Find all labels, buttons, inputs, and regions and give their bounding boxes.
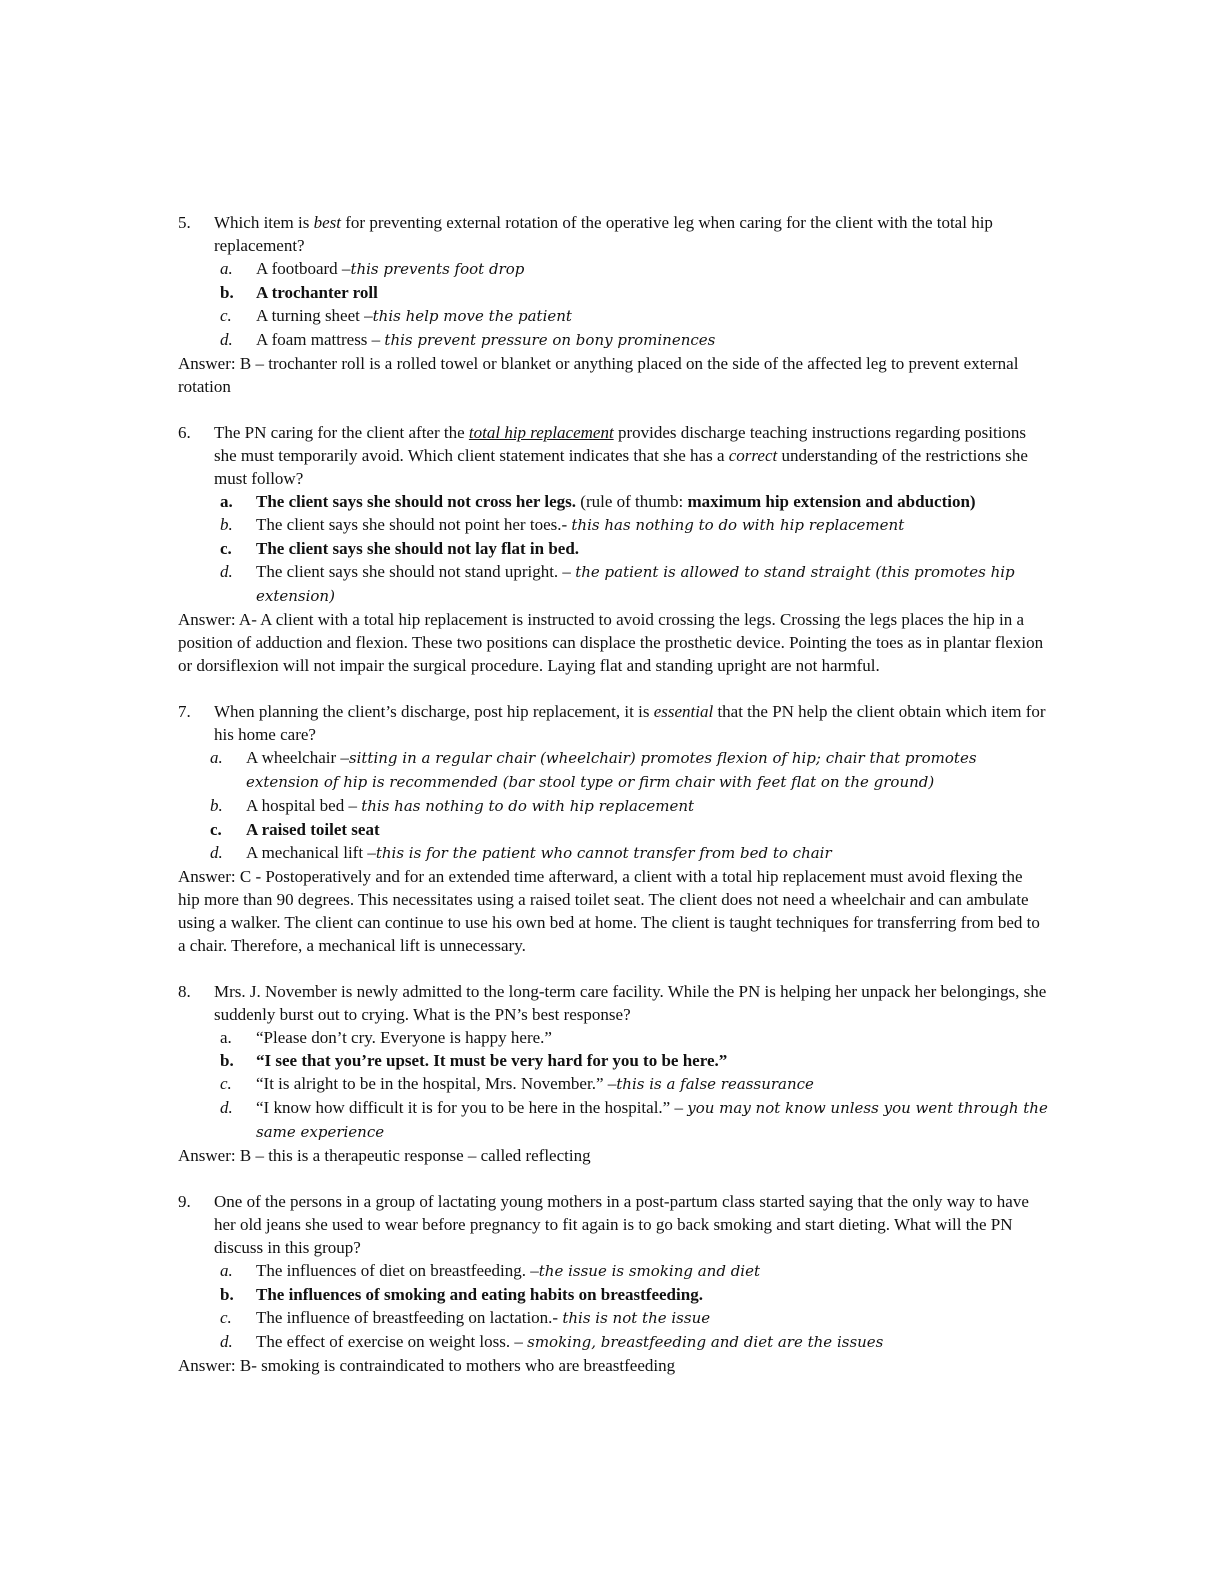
question-number: 6. — [178, 423, 191, 442]
option-d: d. A mechanical lift –this is for the patient who cannot transfer from bed to chair — [210, 843, 832, 862]
question-stem: One of the persons in a group of lactating young mothers in a post-partum class started saying that the only way to have her old jeans she used to wear before pregnancy to fit again is to go back smoking and start dieting. What will the PN discuss in this group? — [214, 1192, 1029, 1257]
option-b: b. A hospital bed – this has nothing to do with hip replacement — [210, 796, 695, 815]
option-b: b. The client says she should not point her toes.- this has nothing to do with hip replacement — [220, 515, 905, 534]
answer-explanation: Answer: B- smoking is contraindicated to mothers who are breastfeeding — [178, 1356, 676, 1375]
option-c: c. The client says she should not lay flat in bed. — [220, 539, 580, 558]
option-c: c. The influence of breastfeeding on lactation.- this is not the issue — [220, 1308, 711, 1327]
question-5 — [178, 211, 1048, 398]
question-8 — [178, 980, 1048, 1167]
question-6 — [178, 421, 1048, 677]
question-7 — [178, 700, 1048, 957]
option-b-correct: b. “I see that you’re upset. It must be very hard for you to be here.” — [220, 1051, 728, 1070]
option-a: a. A wheelchair –sitting in a regular chair (wheelchair) promotes flexion of hip; chair that promotes extension of hip is recommended (bar stool type or firm chair with feet flat on the ground) — [210, 748, 977, 791]
option-c: c. “It is alright to be in the hospital, Mrs. November.” –this is a false reassurance — [220, 1074, 814, 1093]
question-number: 5. — [178, 213, 191, 232]
option-d: d. The client says she should not stand upright. – the patient is allowed to stand straight (this promotes hip extension) — [220, 562, 1015, 605]
option-d: d. A foam mattress – this prevent pressure on bony prominences — [220, 330, 716, 349]
question-number: 7. — [178, 702, 191, 721]
option-b-correct: b. The influences of smoking and eating habits on breastfeeding. — [220, 1285, 703, 1304]
option-a: a. The influences of diet on breastfeeding. –the issue is smoking and diet — [220, 1261, 761, 1280]
option-a-correct: a. The client says she should not cross her legs. (rule of thumb: maximum hip extension and abduction) — [220, 492, 976, 511]
answer-explanation: Answer: C - Postoperatively and for an extended time afterward, a client with a total hip replacement must avoid flexing the hip more than 90 degrees. This necessitates using a raised toilet seat. The client does not need a wheelchair and can ambulate using a walker. The client can continue to use his own bed at home. The client is taught techniques for transferring from bed to a chair. Therefore, a mechanical lift is unnecessary. — [178, 867, 1040, 955]
option-d: d. “I know how difficult it is for you to be here in the hospital.” – you may not know unless you went through the same experience — [220, 1098, 1048, 1141]
option-c: c. A turning sheet –this help move the patient — [220, 306, 572, 325]
option-a: a. “Please don’t cry. Everyone is happy here.” — [220, 1028, 552, 1047]
question-stem: Mrs. J. November is newly admitted to the long-term care facility. While the PN is helping her unpack her belongings, she suddenly burst out to crying. What is the PN’s best response? — [214, 982, 1047, 1024]
option-c-correct: c. A raised toilet seat — [210, 820, 380, 839]
option-a: a. A footboard –this prevents foot drop — [220, 259, 525, 278]
answer-explanation: Answer: B – this is a therapeutic response – called reflecting — [178, 1146, 591, 1165]
question-stem: Which item is best for preventing external rotation of the operative leg when caring for the client with the total hip replacement? — [214, 213, 993, 255]
answer-explanation: Answer: A- A client with a total hip replacement is instructed to avoid crossing the legs. Crossing the legs places the hip in a position of adduction and flexion. These two positions can displace the prosthetic device. Pointing the toes as in plantar flexion or dorsiflexion will not impair the surgical procedure. Laying flat and standing upright are not harmful. — [178, 610, 1044, 675]
question-9 — [178, 1190, 1048, 1377]
question-number: 8. — [178, 982, 191, 1001]
document-page — [178, 211, 1048, 1400]
question-stem: When planning the client’s discharge, post hip replacement, it is essential that the PN help the client obtain which item for his home care? — [214, 702, 1046, 744]
question-stem: The PN caring for the client after the total hip replacement provides discharge teaching instructions regarding positions she must temporarily avoid. Which client statement indicates that she has a correct understanding of the restrictions she must follow? — [214, 423, 1028, 488]
option-b-correct: b. A trochanter roll — [220, 283, 378, 302]
option-d: d. The effect of exercise on weight loss. – smoking, breastfeeding and diet are the issues — [220, 1332, 884, 1351]
answer-explanation: Answer: B – trochanter roll is a rolled towel or blanket or anything placed on the side of the affected leg to prevent external rotation — [178, 354, 1019, 396]
question-number: 9. — [178, 1192, 191, 1211]
